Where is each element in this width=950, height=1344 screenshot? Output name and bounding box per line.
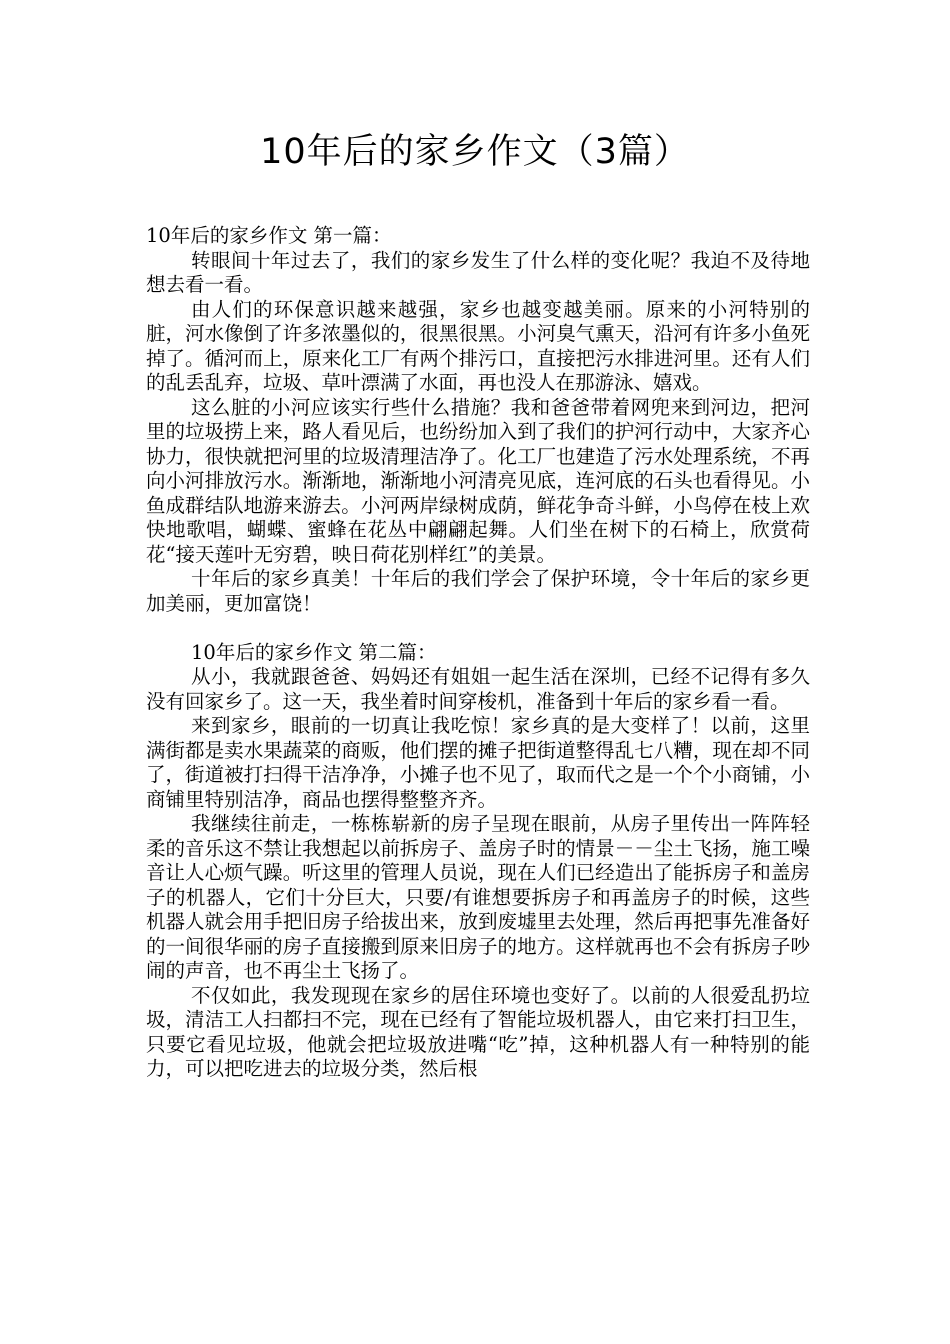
paragraph: 我继续往前走，一栋栋崭新的房子呈现在眼前，从房子里传出一阵阵轻柔的音乐这不禁让我想起以前拆房子、盖房子时的情景－－尘土飞扬，施工噪音让人心烦气躁。听这里的管理人员说，现在人们已经造出了能拆房子和盖房子的机器人，它们十分巨大，只要/有谁想要拆房子和再盖房子的时候，这些机器人就会用手把旧房子给拔出来，放到废墟里去处理，然后再把事先准备好的一间很华丽的房子直接搬到原来旧房子的地方。这样就再也不会有拆房子吵闹的声音，也不再尘土飞扬了。 — [146, 812, 810, 982]
section-heading: 10年后的家乡作文 第二篇： — [191, 640, 437, 664]
paragraph: 来到家乡，眼前的一切真让我吃惊！家乡真的是大变样了！以前，这里满街都是卖水果蔬菜的商贩，他们摆的摊子把街道整得乱七八糟，现在却不同了，街道被打扫得干洁净净，小摊子也不见了，取而代之是一个个小商铺，小商铺里特别洁净，商品也摆得整整齐齐。 — [146, 714, 810, 811]
paragraph: 从小，我就跟爸爸、妈妈还有姐姐一起生活在深圳，已经不记得有多久没有回家乡了。这一天，我坐着时间穿梭机，准备到十年后的家乡看一看。 — [146, 665, 810, 713]
paragraph: 十年后的家乡真美！十年后的我们学会了保护环境，令十年后的家乡更加美丽，更加富饶！ — [146, 567, 810, 615]
paragraph: 由人们的环保意识越来越强，家乡也越变越美丽。原来的小河特别的脏，河水像倒了许多浓墨似的，很黑很黑。小河臭气熏天，沿河有许多小鱼死掉了。循河而上，原来化工厂有两个排污口，直接把污水排进河里。还有人们的乱丢乱弃，垃圾、草叶漂满了水面，再也没人在那游泳、嬉戏。 — [146, 297, 810, 394]
essay-section-1 — [146, 224, 810, 616]
paragraph: 不仅如此，我发现现在家乡的居住环境也变好了。以前的人很爱乱扔垃圾，清洁工人扫都扫不完，现在已经有了智能垃圾机器人，由它来打扫卫生，只要它看见垃圾，他就会把垃圾放进嘴“吃”掉，这种机器人有一种特别的能力，可以把吃进去的垃圾分类，然后根 — [146, 983, 810, 1080]
paragraph: 这么脏的小河应该实行些什么措施？我和爸爸带着网兜来到河边，把河里的垃圾捞上来，路人看见后，也纷纷加入到了我们的护河行动中，大家齐心协力，很快就把河里的垃圾清理洁净了。化工厂也建造了污水处理系统，不再向小河排放污水。渐渐地，渐渐地小河清亮见底，连河底的石头也看得见。小鱼成群结队地游来游去。小河两岸绿树成荫，鲜花争奇斗鲜，小鸟停在枝上欢快地歌唱，蝴蝶、蜜蜂在花丛中翩翩起舞。人们坐在树下的石椅上，欣赏荷花“接天莲叶无穷碧，映日荷花别样红”的美景。 — [146, 395, 810, 566]
section-heading: 10年后的家乡作文 第一篇： — [146, 224, 392, 247]
paragraph: 转眼间十年过去了，我们的家乡发生了什么样的变化呢？我迫不及待地想去看一看。 — [146, 248, 810, 296]
section-spacer — [146, 616, 810, 641]
essay-section-2 — [146, 641, 810, 1082]
document-body — [146, 224, 810, 1082]
page-title: 10年后的家乡作文（3篇） — [260, 132, 690, 172]
